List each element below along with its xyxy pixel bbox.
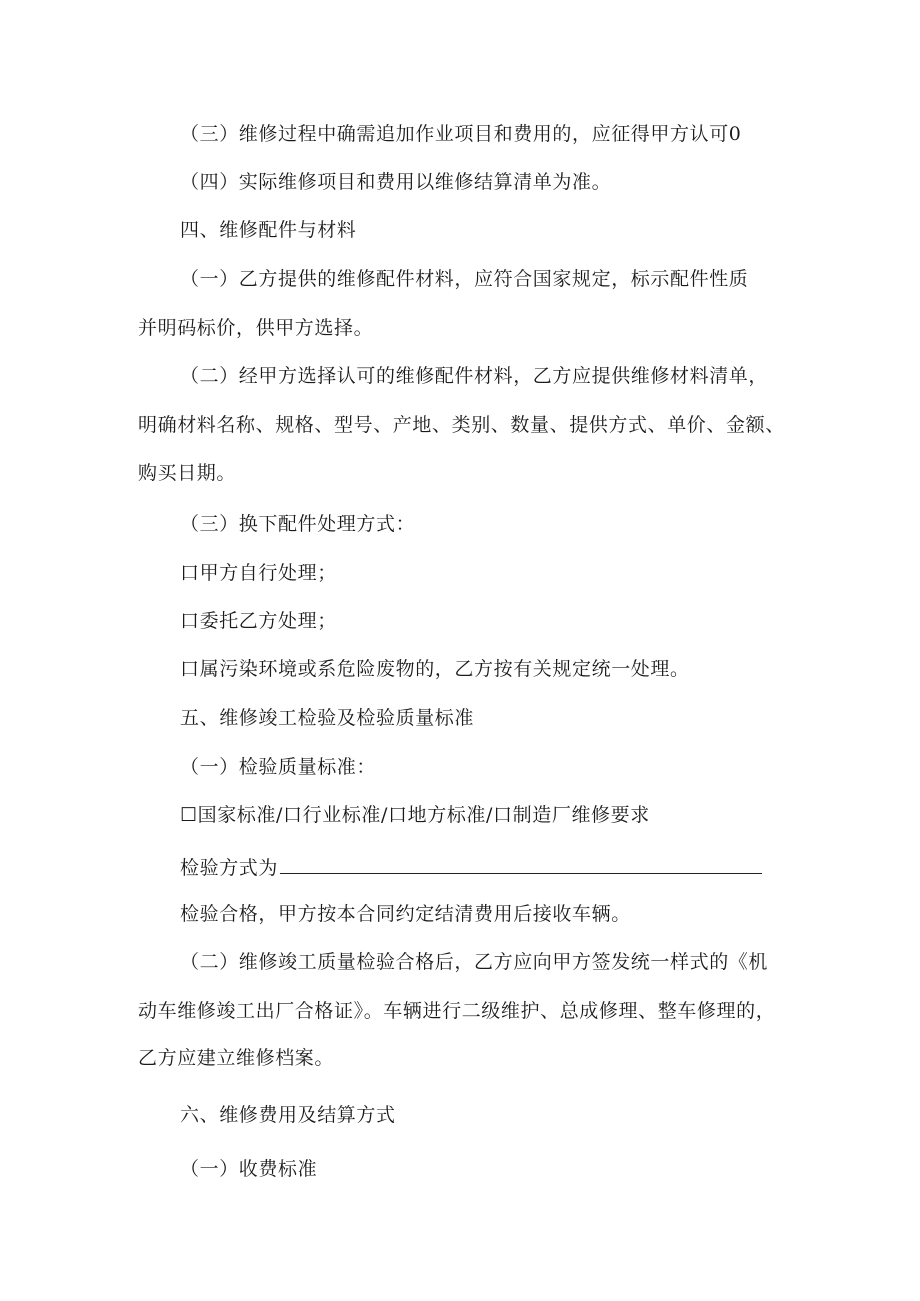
section-5-heading: 五、维修竣工检验及检验质量标准 [180,707,475,729]
clause-3-3: （三）维修过程中确需追加作业项目和费用的，应征得甲方认可0 [180,123,742,145]
clause-5-2-line-3: 乙方应建立维修档案。 [138,1047,335,1069]
clause-5-2-line-1: （二）维修竣工质量检验合格后，乙方应向甲方签发统一样式的《机 [180,951,769,973]
option-self-handle: 口甲方自行处理； [180,562,337,584]
inspection-method-line [180,853,762,880]
quality-standard-options: ☐国家标准/口行业标准/口地方标准/口制造厂维修要求 [180,804,650,826]
clause-4-3: （三）换下配件处理方式： [180,513,416,535]
inspection-pass-text: 检验合格，甲方按本合同约定结清费用后接收车辆。 [180,903,631,925]
clause-6-1: （一）收费标准 [180,1158,318,1180]
clause-5-1: （一）检验质量标准： [180,756,377,778]
option-hazardous-waste: 口属污染环境或系危险废物的，乙方按有关规定统一处理。 [180,658,690,680]
clause-4-2-line-1: （二）经甲方选择认可的维修配件材料，乙方应提供维修材料清单， [180,365,769,387]
section-6-heading: 六、维修费用及结算方式 [180,1104,396,1126]
inspection-method-label: 检验方式为 [180,857,279,879]
clause-3-4: （四）实际维修项目和费用以维修结算清单为准。 [180,171,612,193]
clause-4-1-line-1: （一）乙方提供的维修配件材料，应符合国家规定，标示配件性质 [180,268,749,290]
clause-4-2-line-3: 购买日期。 [138,462,237,484]
clause-4-1-line-2: 并明码标价，供甲方选择。 [138,317,374,339]
section-4-heading: 四、维修配件与材料 [180,219,357,241]
inspection-method-blank [280,853,762,874]
clause-5-2-line-2: 动车维修竣工出厂合格证》。车辆进行二级维护、总成修理、整车修理的， [138,1000,776,1022]
option-entrust-handle: 口委托乙方处理； [180,610,337,632]
clause-4-2-line-2: 明确材料名称、规格、型号、产地、类别、数量、提供方式、单价、金额、 [138,414,785,436]
